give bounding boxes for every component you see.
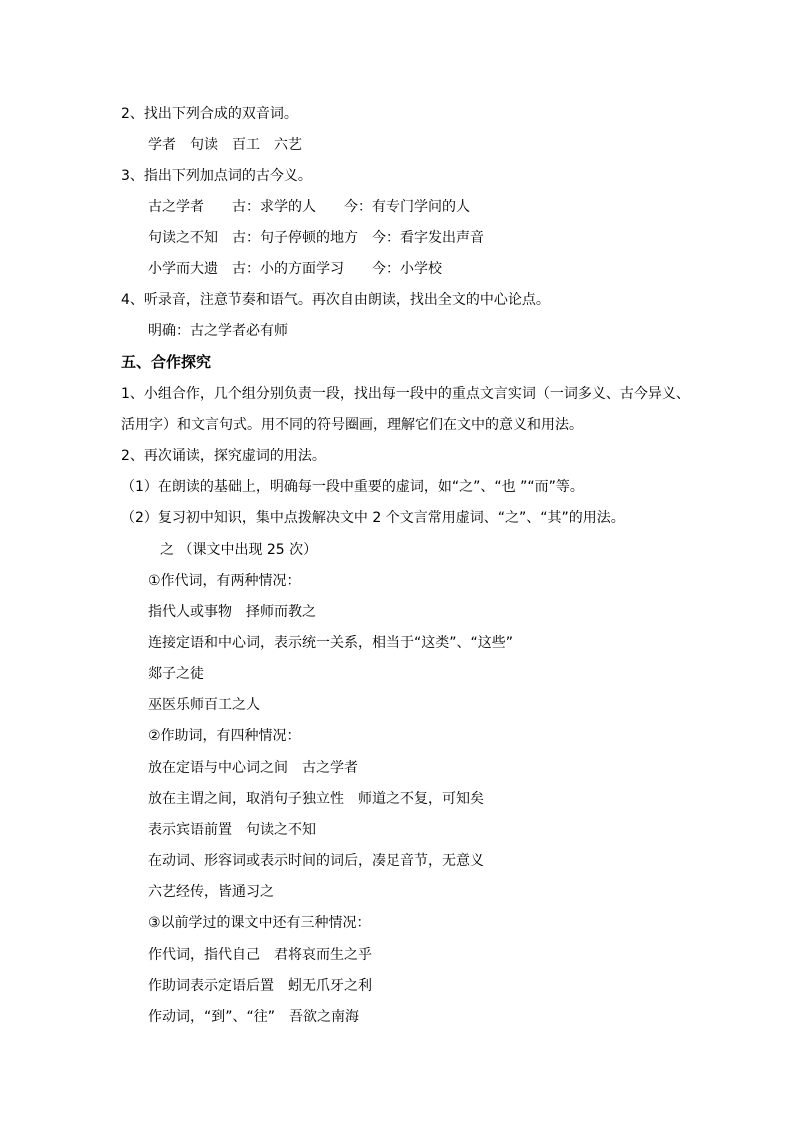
exercise-4-heading: 4、听录音，注意节奏和语气。再次自由朗读，找出全文的中心论点。: [121, 292, 550, 308]
zhi-usage-3-item-3: 作动词，“到”、“往” 吾欲之南海: [148, 1009, 360, 1025]
zhi-usage-1-example-2: 巫医乐师百工之人: [148, 697, 260, 713]
zhi-usage-2-item-1: 放在定语与中心词之间 古之学者: [148, 760, 358, 776]
exercise-3-item-3: 小学而大遗 古：小的方面学习 今：小学校: [148, 261, 442, 277]
zhi-usage-1-example-1: 郯子之徒: [148, 666, 204, 682]
task-2-sub-2: （2）复习初中知识，集中点拨解决文中 2 个文言常用虚词、“之”、“其”的用法。: [121, 510, 625, 526]
zhi-usage-2-example: 六艺经传，皆通习之: [148, 884, 274, 900]
task-1-line-2: 活用字）和文言句式。用不同的符号圈画，理解它们在文中的意义和用法。: [121, 417, 583, 433]
exercise-2-heading: 2、找出下列合成的双音词。: [121, 106, 298, 122]
zhi-usage-3-item-2: 作助词表示定语后置 蚓无爪牙之利: [148, 978, 372, 994]
zhi-usage-2-item-4: 在动词、形容词或表示时间的词后，凑足音节，无意义: [148, 853, 484, 869]
task-1-line-1: 1、小组合作，几个组分别负责一段，找出每一段中的重点文言实词（一词多义、古今异义、: [121, 386, 690, 402]
exercise-3-item-1: 古之学者 古：求学的人 今：有专门学问的人: [148, 199, 470, 215]
task-2-sub-1: （1）在朗读的基础上，明确每一段中重要的虚词，如“之”、“也 ”“而”等。: [121, 479, 584, 495]
zhi-usage-1-heading: ①作代词，有两种情况：: [148, 573, 301, 589]
section-5-heading: 五、合作探究: [121, 353, 212, 371]
zhi-usage-3-item-1: 作代词，指代自己 君将哀而生之乎: [148, 947, 372, 963]
zhi-usage-2-heading: ②作助词，有四种情况：: [148, 728, 301, 744]
task-2-heading: 2、再次诵读，探究虚词的用法。: [121, 448, 326, 464]
exercise-4-answer: 明确：古之学者必有师: [148, 323, 288, 339]
zhi-usage-2-item-2: 放在主谓之间，取消句子独立性 师道之不复，可知矣: [148, 791, 484, 807]
exercise-3-heading: 3、指出下列加点词的古今义。: [121, 168, 312, 184]
zhi-usage-3-heading: ③以前学过的课文中还有三种情况：: [148, 915, 371, 931]
exercise-3-item-2: 句读之不知 古：句子停顿的地方 今：看字发出声音: [148, 230, 484, 246]
zhi-usage-2-item-3: 表示宾语前置 句读之不知: [148, 822, 316, 838]
zhi-usage-1-item-2: 连接定语和中心词，表示统一关系，相当于“这类”、“这些”: [148, 635, 514, 651]
zhi-usage-1-item-1: 指代人或事物 择师而教之: [148, 604, 316, 620]
exercise-2-words: 学者 句读 百工 六艺: [148, 137, 302, 153]
zhi-count: 之 （课文中出现 25 次）: [160, 542, 318, 558]
